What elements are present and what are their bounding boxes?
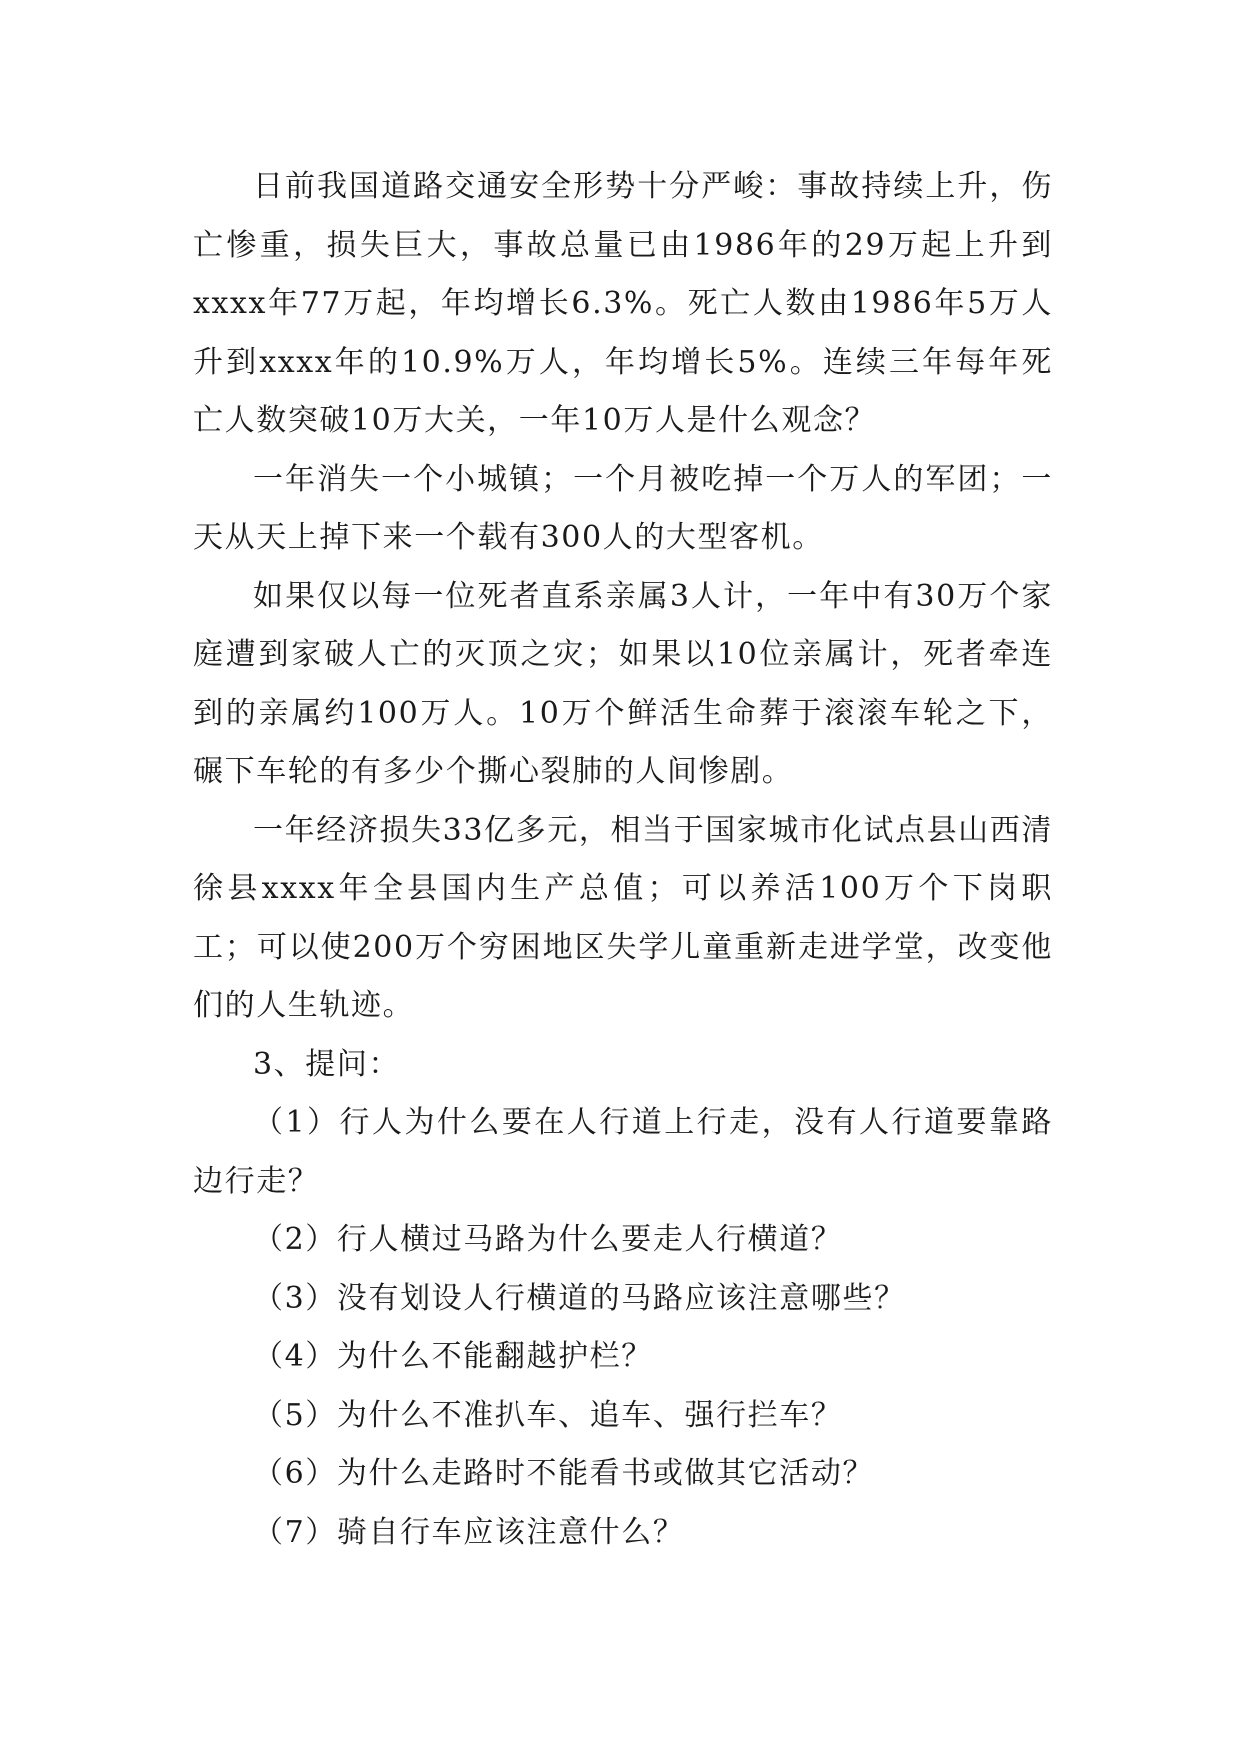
question-item: （3）没有划设人行横道的马路应该注意哪些？ — [253, 1280, 906, 1316]
paragraph-economic-loss: 一年经济损失33亿多元，相当于国家城市化试点县山西清徐县xxxx年全县国内生产总值；可以养活100万个下岗职工；可以使200万个穷困地区失学儿童重新走进学堂，改变他们的人生轨迹。 — [193, 812, 1053, 1023]
question-item: （7）骑自行车应该注意什么？ — [253, 1514, 685, 1550]
question-item: （1）行人为什么要在人行道上行走，没有人行道要靠路边行走？ — [193, 1105, 1053, 1199]
question-item: （6）为什么走路时不能看书或做其它活动？ — [253, 1456, 875, 1491]
question-item: （5）为什么不准扒车、追车、强行拦车？ — [253, 1397, 843, 1433]
document-body — [193, 158, 1053, 1562]
question-item: （2）行人横过马路为什么要走人行横道？ — [253, 1222, 843, 1257]
section-heading: 3、提问： — [253, 1046, 401, 1082]
paragraph-comparison: 一年消失一个小城镇；一个月被吃掉一个万人的军团；一天从天上掉下来一个载有300人的大型客机。 — [193, 461, 1053, 555]
question-item: （4）为什么不能翻越护栏？ — [253, 1339, 653, 1374]
paragraph-families: 如果仅以每一位死者直系亲属3人计，一年中有30万个家庭遭到家破人亡的灭顶之灾；如果以10位亲属计，死者牵连到的亲属约100万人。10万个鲜活生命葬于滚滚车轮之下，碾下车轮的有多少个撕心裂肺的人间惨剧。 — [193, 578, 1053, 789]
paragraph-traffic-situation: 日前我国道路交通安全形势十分严峻：事故持续上升，伤亡惨重，损失巨大，事故总量已由1986年的29万起上升到xxxx年77万起，年均增长6.3%。死亡人数由1986年5万人升到xxxx年的10.9%万人，年均增长5%。连续三年每年死亡人数突破10万大关，一年10万人是什么观念？ — [193, 169, 1053, 438]
